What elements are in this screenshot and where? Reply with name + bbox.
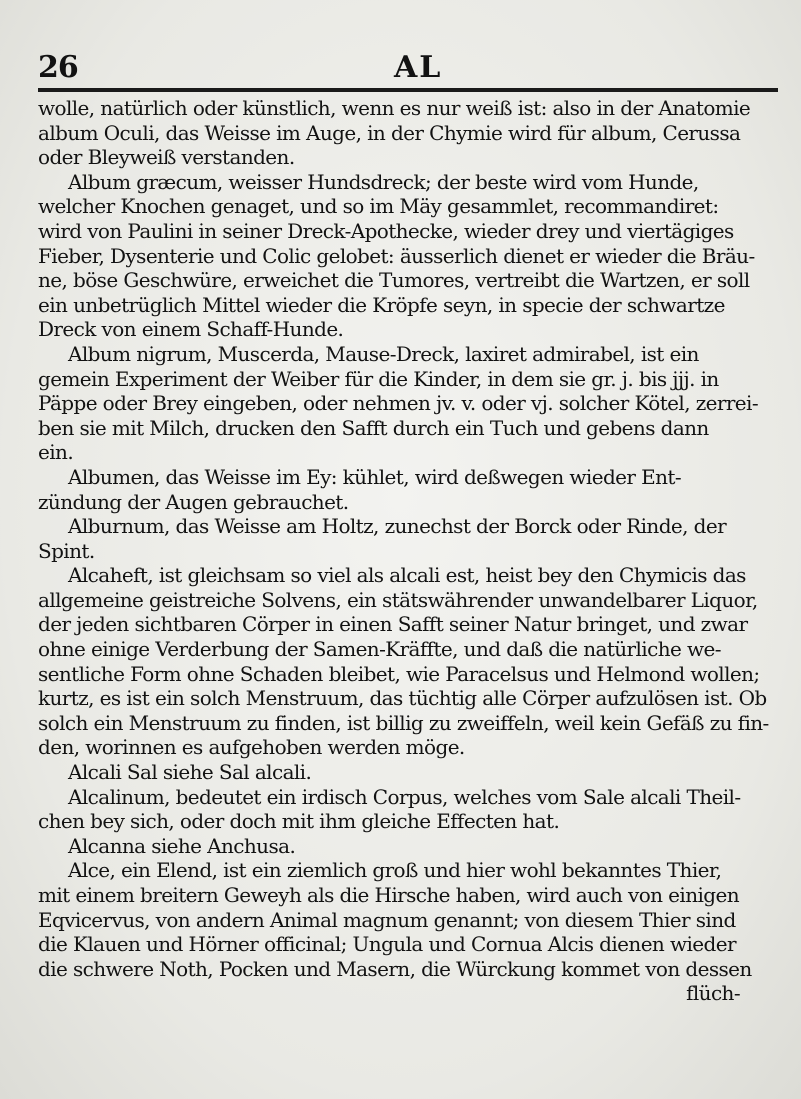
text-line: Alcalinum, bedeutet ein irdisch Corpus, welches vom Sale alcali Theil- — [68, 784, 741, 809]
text-line: Fieber, Dysenterie und Colic gelobet: äusserlich dienet er wieder die Bräu- — [38, 243, 755, 268]
text-line: welcher Knochen genaget, und so im Mäy gesammlet, recommandiret: — [38, 194, 719, 219]
text-line: Spint. — [38, 538, 95, 563]
paragraph-alcalinum — [38, 785, 780, 834]
text-line: Albumen, das Weisse im Ey: kühlet, wird deßwegen wieder Ent- — [68, 464, 681, 489]
text-line: die schwere Noth, Pocken und Masern, die Würckung kommet von dessen — [38, 956, 752, 981]
paragraph-alcanna — [38, 834, 780, 859]
catchword: flüch- — [686, 981, 740, 1006]
text-line: Alcanna siehe Anchusa. — [68, 833, 296, 858]
text-line: ne, böse Geschwüre, erweichet die Tumores, vertreibt die Wartzen, er soll — [38, 268, 750, 293]
text-line: ben sie mit Milch, drucken den Safft durch ein Tuch und gebens dann — [38, 415, 709, 440]
text-line: kurtz, es ist ein solch Menstruum, das tüchtig alle Cörper aufzulösen ist. Ob — [38, 686, 767, 711]
text-line: Päppe oder Brey eingeben, oder nehmen jv. v. oder vj. solcher Kötel, zerrei- — [38, 391, 758, 416]
text-line: Alcaheft, ist gleichsam so viel als alcali est, heist bey den Chymicis das — [68, 563, 746, 588]
paragraph-album-oculi — [38, 96, 780, 170]
text-line: den, worinnen es aufgehoben werden möge. — [38, 735, 465, 760]
paragraph-alcali-sal — [38, 760, 780, 785]
paragraph-album-nigrum — [38, 342, 780, 465]
paragraph-alcaheft — [38, 563, 780, 760]
text-line: gemein Experiment der Weiber für die Kinder, in dem sie gr. j. bis jjj. in — [38, 366, 719, 391]
text-line: zündung der Augen gebrauchet. — [38, 489, 349, 514]
header-rule — [38, 88, 778, 92]
text-line: ohne einige Verderbung der Samen-Kräffte, und daß die natürliche we- — [38, 637, 721, 662]
paragraph-albumen — [38, 465, 780, 514]
body-text — [38, 96, 780, 1006]
running-head: AL — [394, 50, 443, 85]
text-line: Alburnum, das Weisse am Holtz, zunechst der Borck oder Rinde, der — [68, 514, 727, 539]
text-line: mit einem breitern Geweyh als die Hirsche haben, wird auch von einigen — [38, 883, 739, 907]
text-line: Album græcum, weisser Hundsdreck; der beste wird vom Hunde, — [68, 169, 699, 194]
paragraph-album-graecum — [38, 170, 780, 342]
paragraph-alburnum — [38, 514, 780, 563]
text-line: Alce, ein Elend, ist ein ziemlich groß und hier wohl bekanntes Thier, — [68, 858, 722, 883]
text-line: oder Bleyweiß verstanden. — [38, 145, 295, 170]
text-line: Eqvicervus, von andern Animal magnum genannt; von diesem Thier sind — [38, 907, 736, 932]
paragraph-alce — [38, 858, 780, 1006]
text-line: die Klauen und Hörner officinal; Ungula und Cornua Alcis dienen wieder — [38, 932, 736, 957]
text-line: ein. — [38, 440, 74, 465]
text-line: ein unbetrüglich Mittel wieder die Kröpfe seyn, in specie der schwartze — [38, 292, 725, 317]
text-line: sentliche Form ohne Schaden bleibet, wie Paracelsus und Helmond wollen; — [38, 661, 760, 686]
text-line: chen bey sich, oder doch mit ihm gleiche Effecten hat. — [38, 809, 560, 834]
text-line: der jeden sichtbaren Cörper in einen Safft seiner Natur bringet, und zwar — [38, 612, 748, 637]
text-line: Dreck von einem Schaff-Hunde. — [38, 317, 344, 342]
text-line: wird von Paulini in seiner Dreck-Apothecke, wieder drey und viertägiges — [38, 218, 734, 243]
text-line: solch ein Menstruum zu finden, ist billig zu zweiffeln, weil kein Gefäß zu fin- — [38, 710, 769, 735]
text-line: Alcali Sal siehe Sal alcali. — [68, 760, 312, 785]
text-line: allgemeine geistreiche Solvens, ein stätswährender unwandelbarer Liquor, — [38, 587, 758, 612]
text-line: wolle, natürlich oder künstlich, wenn es nur weiß ist: also in der Anatomie — [38, 96, 751, 120]
page-header — [38, 50, 778, 90]
text-line: Album nigrum, Muscerda, Mause-Dreck, laxiret admirabel, ist ein — [68, 341, 699, 366]
page-number: 26 — [38, 50, 78, 85]
text-line: album Oculi, das Weisse im Auge, in der Chymie wird für album, Cerussa — [38, 120, 741, 145]
